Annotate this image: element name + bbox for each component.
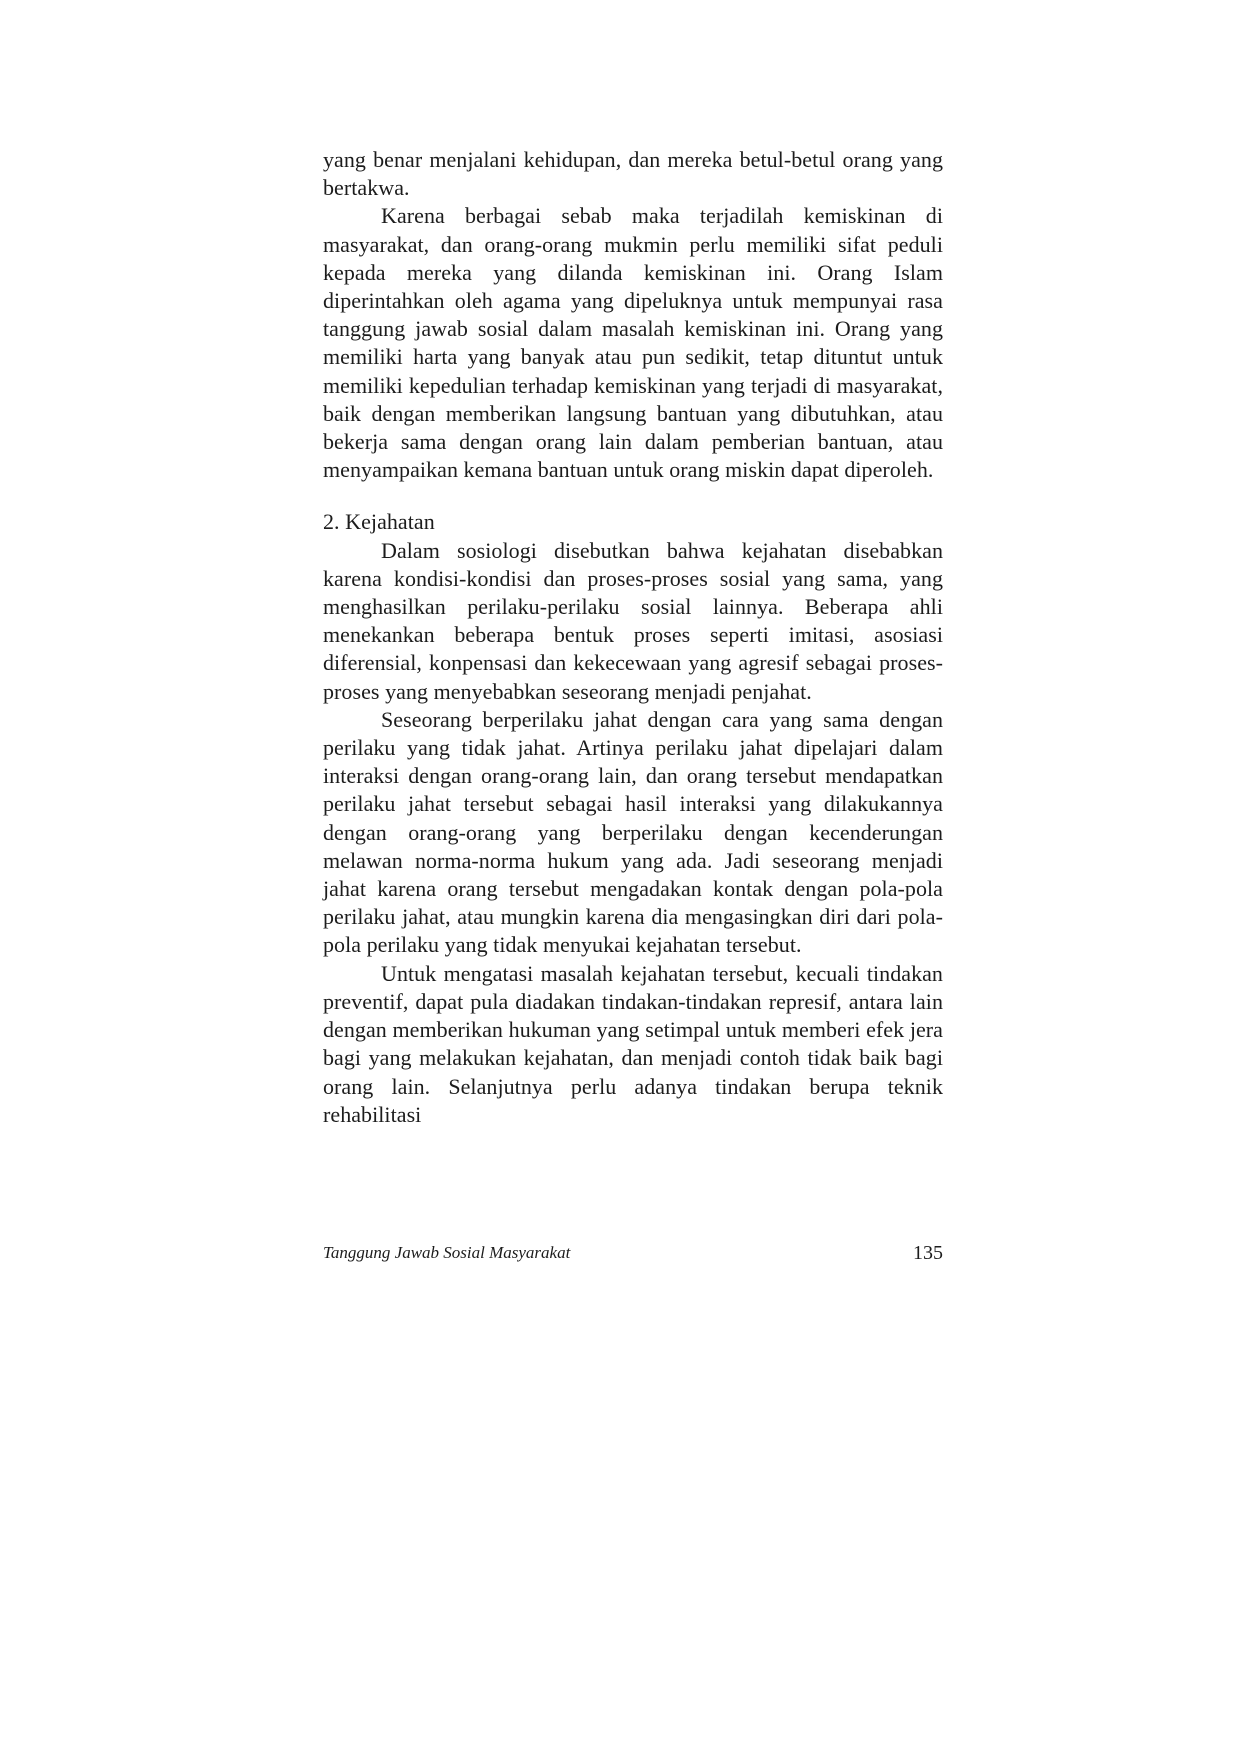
running-title: Tanggung Jawab Sosial Masyarakat	[323, 1243, 571, 1262]
paragraph-sosiologi: Dalam sosiologi disebutkan bahwa kejahatan disebabkan karena kondisi-kondisi dan proses-proses sosial yang sama, yang menghasilkan perilaku-perilaku sosial lainnya. Beberapa ahli menekankan beberapa bentuk proses seperti imitasi, asosiasi diferensial, konpensasi dan kekecewaan yang agresif sebagai proses-proses yang menyebabkan seseorang menjadi penjahat.	[323, 537, 943, 704]
paragraph-kemiskinan: Karena berbagai sebab maka terjadilah kemiskinan di masyarakat, dan orang-orang mukmin perlu memiliki sifat peduli kepada mereka yang dilanda kemiskinan ini. Orang Islam diperintahkan oleh agama yang dipeluknya untuk mempunyai rasa tanggung jawab sosial dalam masalah kemiskinan ini. Orang yang memiliki harta yang banyak atau pun sedikit, tetap dituntut untuk memiliki kepedulian terhadap kemiskinan yang terjadi di masyarakat, baik dengan memberikan langsung bantuan yang dibutuhkan, atau bekerja sama dengan orang lain dalam pemberian bantuan, atau menyampaikan kemana bantuan untuk orang miskin dapat diperoleh.	[323, 203, 943, 483]
page-body	[323, 146, 943, 1129]
section-heading: 2. Kejahatan	[323, 509, 435, 535]
paragraph-continuation: yang benar menjalani kehidupan, dan mereka betul-betul orang yang bertakwa.	[323, 147, 943, 201]
paragraph-mengatasi-kejahatan: Untuk mengatasi masalah kejahatan tersebut, kecuali tindakan preventif, dapat pula diadakan tindakan-tindakan represif, antara lain dengan memberikan hukuman yang setimpal untuk memberi efek jera bagi yang melakukan kejahatan, dan menjadi contoh tidak baik bagi orang lain. Selanjutnya perlu adanya tindakan berupa teknik rehabilitasi	[323, 960, 943, 1127]
paragraph-perilaku-jahat: Seseorang berperilaku jahat dengan cara yang sama dengan perilaku yang tidak jahat. Artinya perilaku jahat dipelajari dalam interaksi dengan orang-orang lain, dan orang tersebut mendapatkan perilaku jahat tersebut sebagai hasil interaksi yang dilakukannya dengan orang-orang yang berperilaku dengan kecenderungan melawan norma-norma hukum yang ada. Jadi seseorang menjadi jahat karena orang tersebut mengadakan kontak dengan pola-pola perilaku jahat, atau mungkin karena dia mengasingkan diri dari pola-pola perilaku yang tidak menyukai kejahatan tersebut.	[323, 706, 943, 958]
page-footer	[323, 1240, 943, 1268]
page-number: 135	[913, 1242, 943, 1264]
